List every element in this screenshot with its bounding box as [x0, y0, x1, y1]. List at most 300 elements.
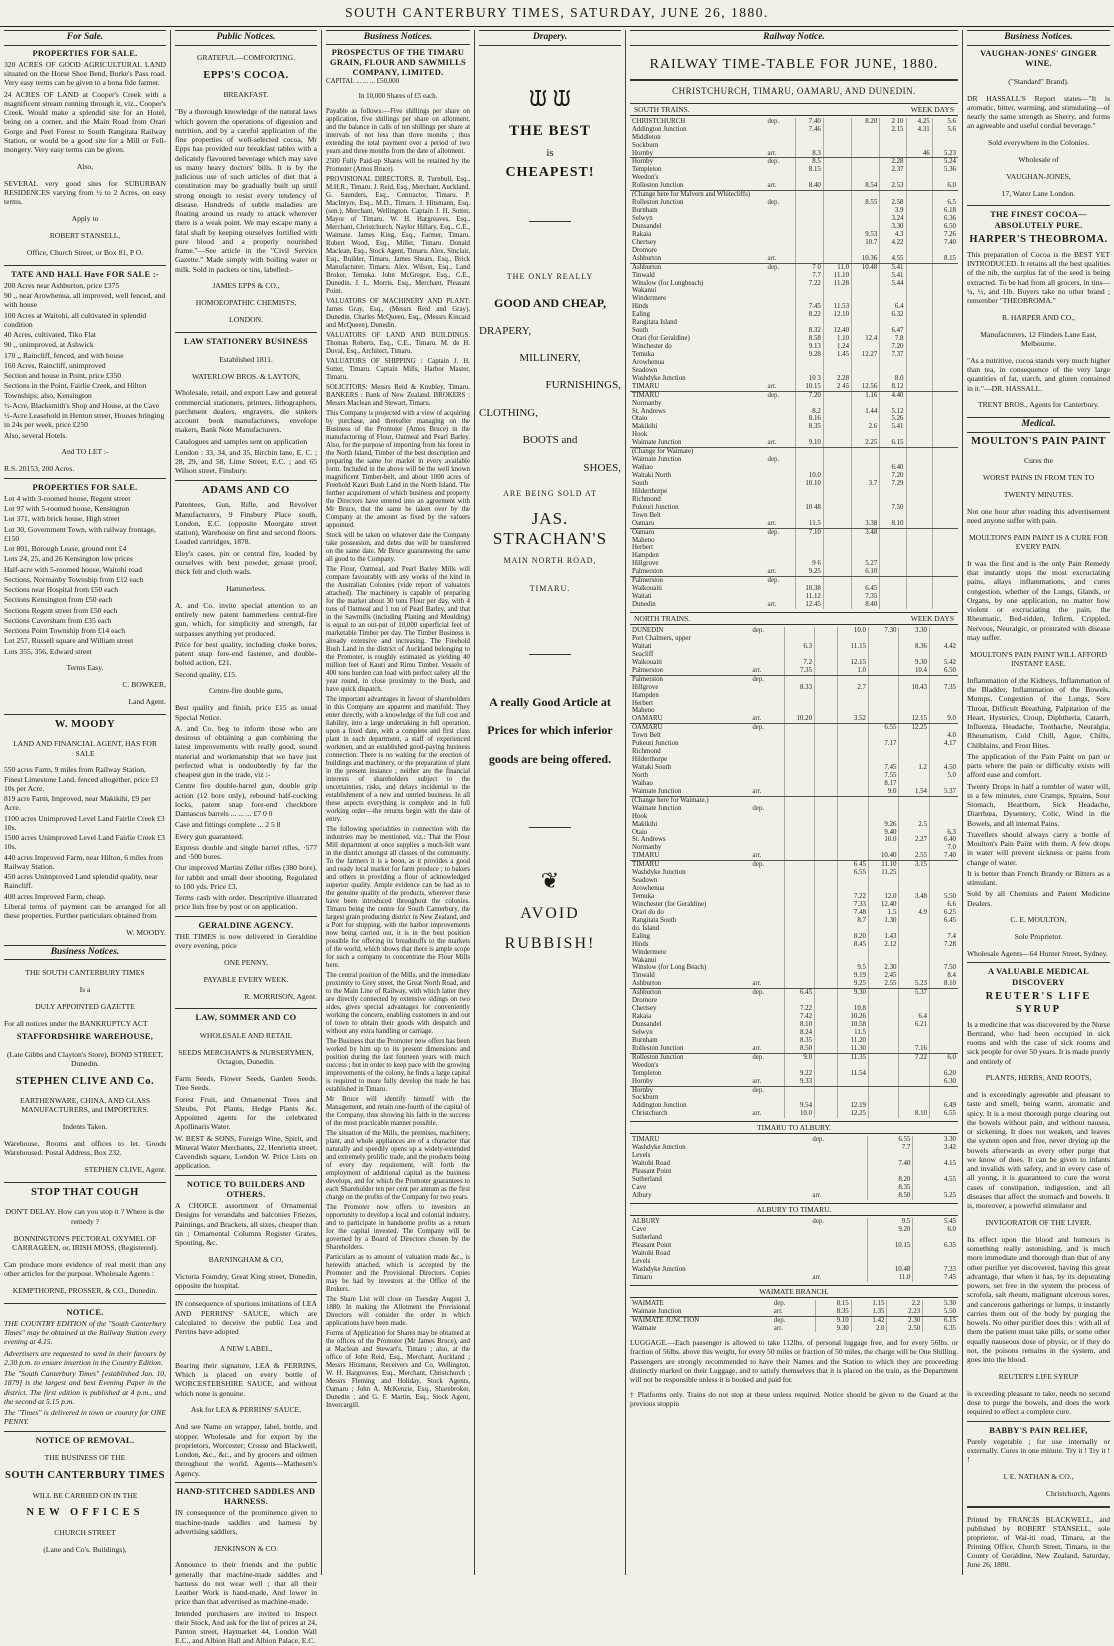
- train-time: [784, 852, 815, 860]
- train-time: [880, 359, 906, 367]
- ad-text: Is a: [79, 984, 91, 994]
- arr-dep-label: [750, 917, 784, 925]
- train-time: [932, 327, 958, 335]
- train-time: [838, 748, 869, 756]
- train-time: [932, 431, 958, 439]
- prospectus-paragraph: The Share List will close on Tuesday August 3, 1880. In making the Allotment the Provisional Directors will consider the order in which applications have been made.: [326, 1296, 470, 1328]
- station-name: Seacliff: [632, 650, 654, 658]
- train-time: [815, 949, 838, 957]
- timetable-row: [630, 933, 958, 941]
- train-time: 2.37: [880, 166, 906, 174]
- prospectus-paragraph: SOLICITORS: Messrs Reid & Knubley, Timaru. BANKERS : Bank of New Zealand. BROKERS : Messrs Maclean and Stewart, Timaru.: [326, 384, 470, 408]
- train-time: [899, 1062, 930, 1070]
- train-time: [823, 408, 851, 416]
- train-time: [823, 182, 851, 190]
- ad-text: WORST PAINS IN FROM TEN TO: [982, 473, 1095, 483]
- arr-dep-label: arr.: [765, 568, 795, 576]
- train-time: [795, 134, 823, 142]
- train-time: 11.25: [868, 869, 899, 877]
- prospectus-paragraph: Stock will be taken on whatever date the Company take possession, and debts due will be transferred on the same date. Mr Bruce guaranteeing the same all good to the Company.: [326, 532, 470, 564]
- divider: [529, 827, 571, 828]
- train-time: [906, 472, 932, 480]
- train-time: [852, 166, 880, 174]
- train-time: [906, 272, 932, 280]
- train-time: 9.19: [838, 972, 869, 980]
- train-time: 1.43: [868, 933, 899, 941]
- train-time: [852, 247, 880, 255]
- train-time: [852, 142, 880, 150]
- train-time: [868, 796, 899, 804]
- train-time: 11.5: [838, 1029, 869, 1037]
- train-time: 7.30: [868, 627, 899, 635]
- station-name: Hornby: [632, 1086, 654, 1094]
- timetable-row: [630, 1070, 958, 1078]
- ad-text: TWENTY MINUTES.: [1003, 489, 1074, 499]
- timetable-north: [630, 627, 958, 1118]
- timetable-row: [630, 844, 958, 852]
- train-time: [906, 375, 932, 383]
- ornament-icon: ᙡ ᙡ: [529, 85, 571, 111]
- train-time: [880, 593, 906, 601]
- timetable-row: [630, 675, 958, 683]
- arr-dep-label: [750, 635, 784, 643]
- arr-dep-label: [750, 643, 784, 651]
- train-time: [913, 1234, 958, 1242]
- train-time: [823, 439, 851, 447]
- train-time: [838, 740, 869, 748]
- ad-country-edition: [4, 1308, 166, 1427]
- train-time: 9.25: [795, 568, 823, 576]
- train-time: 10.48: [852, 263, 880, 271]
- train-time: [906, 207, 932, 215]
- train-time: 6.49: [930, 1102, 959, 1110]
- train-time: 7.20: [880, 343, 906, 351]
- arr-dep-label: [750, 885, 784, 893]
- arr-dep-label: dep.: [767, 263, 780, 271]
- train-time: [784, 764, 815, 772]
- station-name: Sockburn: [632, 141, 659, 149]
- drapery-text: goods are being offered.: [488, 751, 612, 766]
- train-time: 7.17: [868, 740, 899, 748]
- train-time: [930, 700, 959, 708]
- train-time: [784, 901, 815, 909]
- timetable-row: [630, 150, 958, 158]
- ad-text: SEEDS MERCHANTS & NURSERYMEN, Octagon, Dunedin.: [178, 1048, 314, 1067]
- arr-dep-label: [765, 585, 795, 593]
- train-time: [930, 957, 959, 965]
- train-time: [868, 877, 899, 885]
- train-time: 5.50: [923, 1308, 958, 1316]
- timetable-label: SOUTH TRAINS.: [634, 104, 690, 114]
- train-time: 1.24: [823, 343, 851, 351]
- ad-text: Eley's cases, pin or central fire, loaded by ourselves with best powder, grease proof, thick felt and cloth wads.: [175, 548, 317, 577]
- train-time: 2.50: [887, 1325, 923, 1333]
- timetable-row: [630, 1045, 958, 1053]
- station-name: Hook: [632, 812, 648, 820]
- timetable-row: [630, 400, 958, 408]
- timetable-row: [630, 1078, 958, 1086]
- list-item: 400 acres Improved Farm, cheap.: [4, 891, 106, 901]
- station-name: Winchester (for Geraldine): [632, 900, 707, 908]
- station-name: WAIMATE: [632, 1299, 664, 1307]
- train-time: 5.37: [899, 989, 930, 997]
- arr-dep-label: [750, 957, 784, 965]
- train-time: [868, 659, 899, 667]
- timetable-row: [630, 1176, 958, 1184]
- station-name: Christchurch: [632, 1110, 668, 1118]
- ad-text: ONE PENNY,: [224, 957, 268, 967]
- train-time: [795, 295, 823, 303]
- train-time: 8.20: [838, 933, 869, 941]
- train-time: 1.35: [851, 1308, 887, 1316]
- train-time: [867, 1168, 913, 1176]
- drapery-item: FURNISHINGS,: [545, 379, 621, 392]
- train-time: [880, 496, 906, 504]
- train-time: [795, 319, 823, 327]
- timetable-row: [630, 431, 958, 439]
- prospectus-paragraph: 2500 Fully Paid-up Shares will be retained by the Promoter (Amos Bruce).: [326, 158, 470, 174]
- train-time: [899, 748, 930, 756]
- train-time: 11.10: [868, 861, 899, 869]
- arr-dep-label: arr.: [765, 439, 795, 447]
- arr-dep-label: [765, 311, 795, 319]
- ad-text: Best quality and finish, price £15 as usual Special Notice.: [175, 703, 317, 722]
- section-heading: Business Notices.: [967, 30, 1110, 46]
- timetable-header: [630, 612, 958, 625]
- timetable-row: [630, 1300, 958, 1308]
- train-time: [880, 577, 906, 585]
- timetable-row: [630, 1086, 958, 1094]
- train-time: [932, 367, 958, 375]
- timetable-timaru-albury: [630, 1136, 958, 1200]
- train-time: [823, 191, 851, 199]
- ad-text: EARTHENWARE, CHINA, AND GLASS MANUFACTURERS, and IMPORTERS.: [19, 1096, 151, 1115]
- train-time: [815, 700, 838, 708]
- train-time: 10.58: [838, 1021, 869, 1029]
- train-time: 7.45: [795, 303, 823, 311]
- timetable-row: [630, 764, 958, 772]
- station-name: WAIMATE JUNCTION: [632, 1316, 700, 1324]
- train-time: 9.10: [815, 1316, 851, 1324]
- ad-text: And TO LET :-: [61, 447, 109, 457]
- ad-text: HOMOEOPATHIC CHEMISTS,: [195, 298, 297, 308]
- arr-dep-label: arr.: [765, 182, 795, 190]
- ad-text: 17, Water Lane London.: [1001, 188, 1076, 198]
- divider: [4, 1182, 166, 1183]
- divider: [967, 1421, 1110, 1422]
- station-name: ALBURY: [632, 1218, 660, 1226]
- timetable-row: [630, 724, 958, 732]
- train-time: 6.45: [852, 585, 880, 593]
- train-time: [838, 675, 869, 683]
- ad-text: For all notices under the BANKRUPTCY ACT: [4, 1018, 148, 1028]
- arr-dep-label: arr.: [750, 852, 784, 860]
- train-time: [784, 821, 815, 829]
- timetable-row: [630, 303, 958, 311]
- train-time: 3.15: [899, 861, 930, 869]
- ad-reuters: [967, 967, 1110, 1416]
- train-time: 7.33: [838, 901, 869, 909]
- train-time: 7.10: [795, 528, 823, 536]
- station-name: Waimate Junction: [632, 456, 682, 464]
- train-time: [795, 464, 823, 472]
- list-item: Sections Kensington from £50 each: [4, 595, 113, 605]
- station-name: Ealing: [632, 932, 650, 940]
- timetable-row: [630, 684, 958, 692]
- station-name: Sutherland: [632, 1233, 662, 1241]
- arr-dep-label: [750, 1029, 784, 1037]
- train-time: [868, 885, 899, 893]
- station-name: Palmerston: [632, 675, 664, 683]
- train-time: [823, 400, 851, 408]
- train-time: [906, 134, 932, 142]
- train-time: [932, 537, 958, 545]
- train-time: 6.32: [880, 311, 906, 319]
- train-time: [906, 166, 932, 174]
- train-time: [906, 247, 932, 255]
- timetable-row: [630, 191, 958, 199]
- station-name: Pleasant Point: [632, 1241, 672, 1249]
- arr-dep-label: dep.: [752, 804, 765, 812]
- train-time: [815, 675, 838, 683]
- station-name: Washdyke Junction: [632, 1144, 686, 1152]
- ad-text: The "Times" is delivered in town or country for ONE PENNY.: [4, 1408, 166, 1427]
- section-heading: Business Notices.: [4, 945, 166, 961]
- timetable-row: [630, 1013, 958, 1021]
- timetable-row: [630, 520, 958, 528]
- train-time: [784, 980, 815, 988]
- timetable-row: [630, 909, 958, 917]
- arr-dep-label: arr.: [772, 1308, 816, 1316]
- train-time: [795, 231, 823, 239]
- list-item: 1100 acres Unimproved Level Land Fairlie Creek £3 10s.: [4, 813, 165, 832]
- train-time: [852, 400, 880, 408]
- station-name: Dunsandel: [632, 1021, 662, 1029]
- train-time: [880, 400, 906, 408]
- train-time: [880, 601, 906, 609]
- train-time: [899, 700, 930, 708]
- train-time: 5.41: [880, 423, 906, 431]
- train-time: [930, 885, 959, 893]
- train-time: [899, 1029, 930, 1037]
- train-time: [880, 528, 906, 536]
- train-time: [784, 909, 815, 917]
- timetable-row: [630, 272, 958, 280]
- train-time: 2.15: [880, 126, 906, 134]
- section-heading: For Sale.: [4, 30, 166, 46]
- train-time: [823, 415, 851, 423]
- ad-text: Wholesale of: [1018, 154, 1059, 164]
- train-time: [823, 126, 851, 134]
- divider: [175, 1294, 317, 1295]
- train-time: [930, 627, 959, 635]
- train-time: [823, 528, 851, 536]
- train-time: [868, 756, 899, 764]
- timetable-row: [630, 1184, 958, 1192]
- list-item: ½-Acre Leasehold in Henton street, Houses bringing in 24s per week, price £250: [4, 411, 165, 430]
- arr-dep-label: [750, 764, 784, 772]
- train-time: [932, 456, 958, 464]
- station-name: Hinds: [632, 303, 649, 311]
- station-name: OAMARU: [630, 715, 750, 723]
- train-time: [795, 239, 823, 247]
- ad-text: Cures the: [1024, 456, 1053, 466]
- train-time: [815, 707, 838, 715]
- train-time: 3.48: [899, 893, 930, 901]
- train-time: 8.15: [815, 1300, 851, 1308]
- list-item: Sections Caversham from £35 each: [4, 615, 112, 625]
- timetable-header: [630, 103, 958, 116]
- arr-dep-label: [765, 231, 795, 239]
- ad-text: Manufacturers, 12 Flinders Lane East, Melbourne.: [980, 329, 1097, 348]
- arr-dep-label: dep.: [773, 1316, 786, 1324]
- train-time: [823, 255, 851, 263]
- train-time: 6.45: [930, 917, 959, 925]
- station-name: Wakanui: [632, 956, 657, 964]
- train-time: [906, 577, 932, 585]
- timetable-row: [630, 1242, 958, 1250]
- ad-text: A. and Co. beg to inform those who are desirous of obtaining a gun combining the latest improvements with really good, sound material and workmanship that we have just perfected what is undoubtedly by far the cheapest gun in the trade, viz :-: [175, 723, 317, 780]
- arr-dep-label: dep.: [767, 456, 780, 464]
- arr-dep-label: dep.: [752, 1053, 765, 1061]
- train-time: [838, 805, 869, 813]
- arr-dep-label: dep.: [767, 528, 780, 536]
- train-time: 8.20: [867, 1176, 913, 1184]
- train-time: 5.24: [932, 158, 958, 166]
- train-time: [899, 813, 930, 821]
- train-time: [906, 391, 932, 399]
- train-time: [852, 415, 880, 423]
- train-time: [868, 651, 899, 659]
- timetable-row: [630, 869, 958, 877]
- train-time: [906, 601, 932, 609]
- drapery-item: MILLINERY,: [519, 351, 581, 364]
- train-time: [815, 659, 838, 667]
- train-time: [880, 568, 906, 576]
- train-time: [932, 593, 958, 601]
- train-time: [815, 1037, 838, 1045]
- arr-dep-label: dep.: [752, 675, 765, 683]
- train-time: [880, 585, 906, 593]
- train-time: [815, 1005, 838, 1013]
- list-item: 550 acres Farm, 9 miles from Railway Station, Finest Limestone Land, fenced altogether, price £3 10s per Acre.: [4, 765, 159, 793]
- list-item: Lot 801, Borough Lease, ground rent £4: [4, 544, 127, 554]
- train-time: 8.36: [899, 643, 930, 651]
- timetable-row: [630, 1226, 958, 1234]
- train-time: [932, 496, 958, 504]
- train-time: 12.0: [868, 893, 899, 901]
- drapery-text: A really Good Article at: [489, 694, 611, 709]
- train-time: [815, 989, 838, 997]
- station-name: TIMARU: [630, 383, 765, 391]
- arr-dep-label: [765, 223, 795, 231]
- timetable-label: WAIMATE BRANCH.: [759, 1286, 829, 1296]
- timetable-row: [630, 972, 958, 980]
- arr-dep-label: [765, 215, 795, 223]
- train-time: 3.30: [880, 223, 906, 231]
- timetable-row: [630, 957, 958, 965]
- station-name: Selwyn: [632, 215, 653, 223]
- train-time: 6.15: [880, 439, 906, 447]
- train-time: [795, 255, 823, 263]
- train-time: [815, 821, 838, 829]
- train-time: [868, 844, 899, 852]
- ad-heading: GERALDINE AGENCY.: [198, 920, 294, 930]
- train-time: [899, 964, 930, 972]
- train-time: [795, 142, 823, 150]
- train-time: 6.36: [932, 215, 958, 223]
- ad-text: THE TIMES is now delivered in Geraldine every evening, price: [175, 931, 317, 951]
- ad-text: CAPITAL ... ... ... £50,000: [326, 78, 400, 86]
- train-time: [906, 431, 932, 439]
- list-item: 200 Acres near Ashburton, price £375: [4, 280, 120, 290]
- train-time: 4.55: [880, 255, 906, 263]
- timetable-row: [630, 805, 958, 813]
- station-name: Templeton: [632, 166, 662, 174]
- timetable-row: [630, 627, 958, 635]
- train-time: [930, 1094, 959, 1102]
- train-time: [815, 748, 838, 756]
- arr-dep-label: [765, 544, 795, 552]
- timetable-row: [630, 740, 958, 748]
- train-time: [784, 933, 815, 941]
- train-time: [880, 537, 906, 545]
- arr-dep-label: [810, 1234, 867, 1242]
- advertiser-name: R. MORRISON, Agent.: [244, 991, 317, 1001]
- train-time: [906, 343, 932, 351]
- train-time: 6.5: [932, 199, 958, 207]
- train-time: 5.42: [930, 659, 959, 667]
- train-time: [932, 351, 958, 359]
- ad-text: Apply to: [71, 214, 99, 224]
- train-time: 7.26: [932, 231, 958, 239]
- train-time: [852, 375, 880, 383]
- arr-dep-label: [750, 659, 784, 667]
- train-time: [823, 239, 851, 247]
- train-time: [823, 359, 851, 367]
- train-time: 7.22: [795, 280, 823, 288]
- timetable-row: [630, 585, 958, 593]
- station-name: Cave: [632, 1184, 647, 1192]
- train-time: [932, 408, 958, 416]
- timetable-row: [630, 263, 958, 271]
- train-time: 3.7: [852, 480, 880, 488]
- timetable-row: [630, 1308, 958, 1316]
- ad-text: Terms cash with order. Descriptive illustrated price lists free by post or on application.: [175, 893, 317, 912]
- station-name: Waimate Junction: [632, 804, 682, 812]
- arr-dep-label: [765, 327, 795, 335]
- ad-text: Sold by all Chemists and Patent Medicine Dealers.: [967, 889, 1110, 908]
- station-name: St. Andrews: [632, 836, 666, 844]
- drapery-item: DRAPERY,: [479, 324, 532, 337]
- arr-dep-label: [765, 496, 795, 504]
- train-time: [784, 651, 815, 659]
- train-time: [899, 933, 930, 941]
- ad-text: Wholesale, retail, and export Law and general commercial stationers, printers, lithographers, parchment dealers, engravers, die sinkers account book manufacturers, envelope makers, Bank Note Manufacturers.: [175, 388, 317, 435]
- train-time: [899, 877, 930, 885]
- train-time: [784, 925, 815, 933]
- arr-dep-label: [765, 295, 795, 303]
- train-time: [930, 989, 959, 997]
- timetable-row: [630, 997, 958, 1005]
- train-time: 7.35: [930, 684, 959, 692]
- train-time: [930, 869, 959, 877]
- list-item: Sections in the Point, Fairlie Creek, and Hilton Townships; also, Kensington: [4, 381, 147, 400]
- ad-heading: LAW STATIONERY BUSINESS: [183, 336, 309, 346]
- train-time: 3.42: [913, 1144, 958, 1152]
- arr-dep-label: [765, 480, 795, 488]
- train-time: [815, 1078, 838, 1086]
